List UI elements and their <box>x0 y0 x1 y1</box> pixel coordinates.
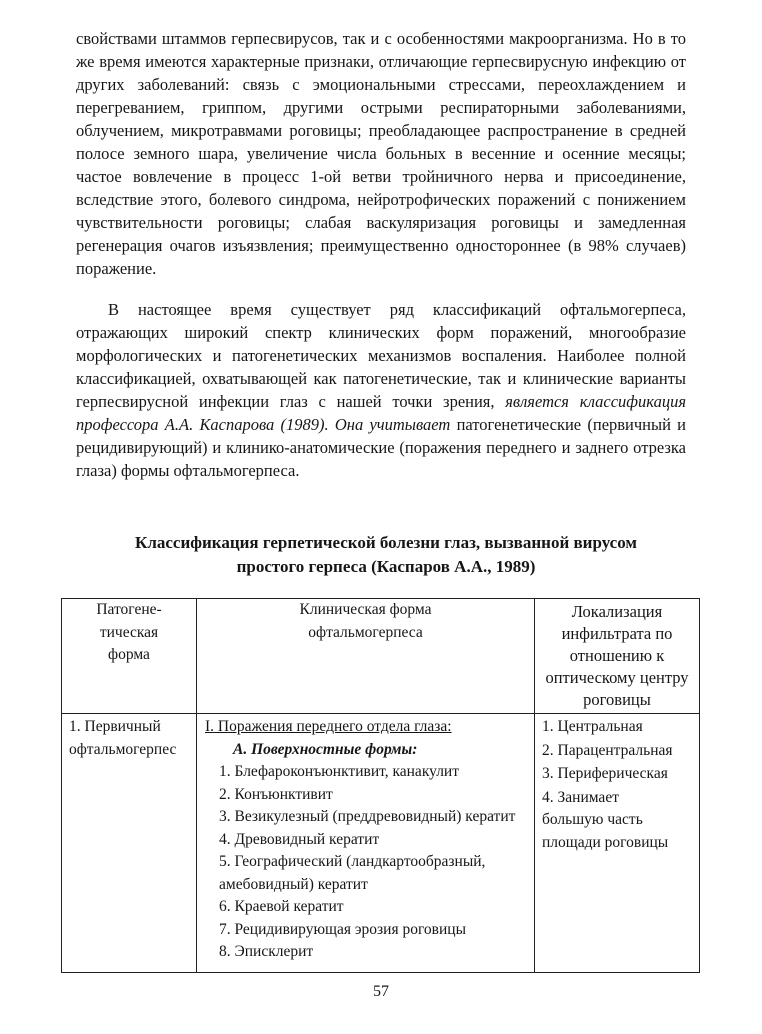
table-caption <box>66 531 706 579</box>
paragraph-2-lead: В настоящее время существует ряд классификаций офтальмогерпеса, отражающих широкий спектр клинических форм поражений, многообразие морфологических и патогенетических механизмов воспаления. Наиболее полной классификацией, охватывающей как патогенетические, так и клинические варианты герпесвирусной инфекции глаз с нашей точки зрения, <box>76 300 686 411</box>
header-localization <box>535 599 700 714</box>
body-paragraph-2 <box>76 298 686 482</box>
list-item: 6. Краевой кератит <box>219 898 344 915</box>
row-form-text: 1. Первичный офтальмогерпес <box>69 718 177 758</box>
table-header-row <box>62 599 700 714</box>
list-item: 4. Древовидный кератит <box>219 830 380 848</box>
body-paragraph-1: свойствами штаммов герпесвирусов, так и с особенностями макроорганизма. Но в то же время имеются характерные признаки, отличающие герпесвирусную инфекцию от других заболеваний: связь с эмоциональными стрессами, переохлаждением и перегреванием, гриппом, другими острыми респираторными заболеваниями, облучением, микротравмами роговицы; преобладающее распространение в средней полосе земного шара, увеличение числа больных в весенние и осенние месяцы; частое вовлечение в процесс 1-ой ветви тройничного нерва и присоединение, вследствие этого, болевого синдрома, нейротрофических поражений с понижением чувствительности роговицы; слабая васкуляризация роговицы и замедленная регенерация очагов изъязвления; преимущественно одностороннее (в 98% случаев) поражение. <box>76 29 686 278</box>
paragraph-2-tail: патогенетические (первичный и рецидивирующий) и клинико-анатомические (поражения переднего и заднего отрезка глаза) формы офтальмогерпеса. <box>76 415 686 480</box>
header-clinical-form <box>197 599 535 714</box>
list-item: 2. Конъюнктивит <box>219 785 333 803</box>
header-clinical-text: Клиническая форма офтальмогерпеса <box>299 601 432 641</box>
localization-item: 1. Центральная <box>542 718 643 735</box>
header-form-text: Патогене-тическая форма <box>96 601 162 663</box>
page-number: 57 <box>373 983 389 1000</box>
row-clinical-forms <box>197 714 535 973</box>
classification-table <box>61 598 700 973</box>
list-item: 3. Везикулезный (преддревовидный) кератит <box>219 808 516 825</box>
section-title: I. Поражения переднего отдела глаза: <box>205 718 452 735</box>
table-row <box>62 714 700 973</box>
header-pathogenetic-form <box>62 599 197 714</box>
localization-item: 3. Периферическая <box>542 765 668 782</box>
header-localization-text: Локализация инфильтрата по отношению к оптическому центру роговицы <box>545 602 689 709</box>
list-item: 1. Блефароконъюнктивит, канакулит <box>219 763 460 780</box>
subsection-title: А. Поверхностные формы: <box>233 740 418 758</box>
row-localizations <box>535 714 700 973</box>
list-item: 7. Рецидивирующая эрозия роговицы <box>219 920 466 938</box>
localization-item: 2. Парацентральная <box>542 741 673 759</box>
caption-line-1: Классификация герпетической болезни глаз, вызванной вирусом <box>135 533 637 552</box>
row-pathogenetic-form <box>62 714 197 973</box>
paragraph-2-italic: является классификация профессора А.А. Каспарова (1989). Она учитывает <box>76 392 686 434</box>
list-item: 5. Географический (ландкартообразный, амебовидный) кератит <box>219 853 486 893</box>
caption-line-2: простого герпеса (Каспаров А.А., 1989) <box>236 557 536 576</box>
list-item: 8. Эписклерит <box>219 943 314 960</box>
localization-item: 4. Занимает большую часть площади роговицы <box>542 788 669 851</box>
